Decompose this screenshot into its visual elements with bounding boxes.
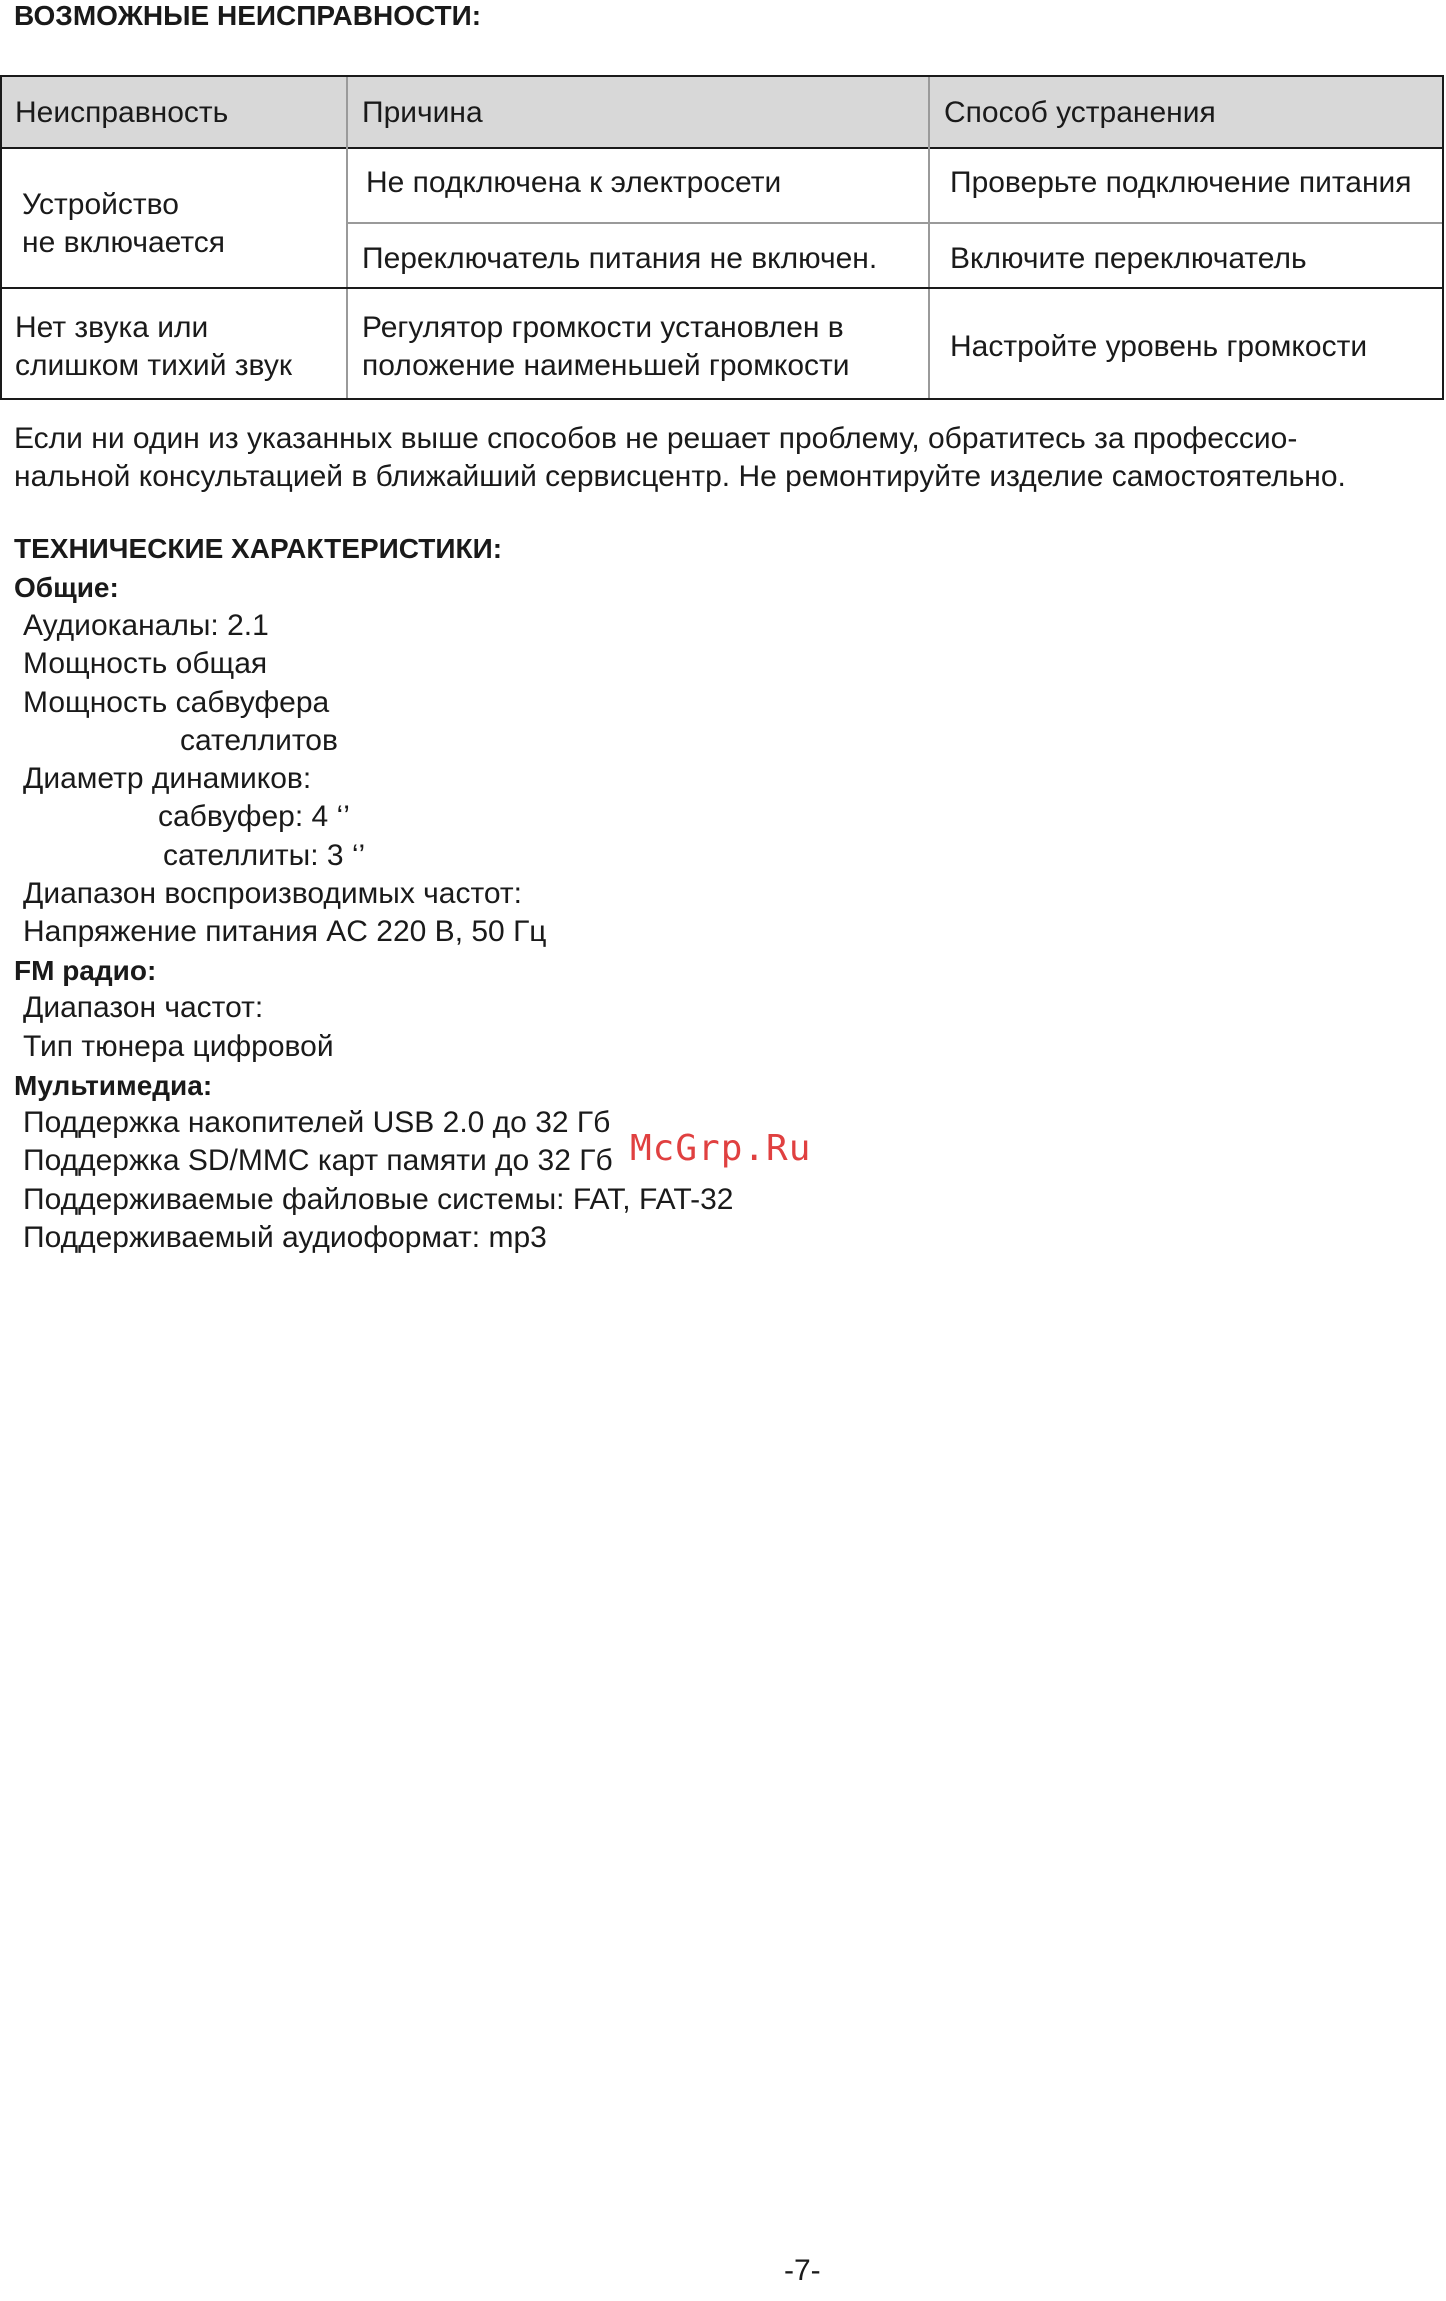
fault-1-line2: не включается <box>22 226 225 259</box>
row-divider-main <box>2 287 1442 289</box>
fault-2-line2: слишком тихий звук <box>15 349 292 382</box>
fix-1b: Включите переключатель <box>950 242 1307 275</box>
fault-1-line1: Устройство <box>22 188 179 221</box>
page-number: -7- <box>784 2254 821 2287</box>
col-divider-1 <box>346 77 348 398</box>
spec-satellite-diameter: сателлиты: 3 ‘’ <box>163 839 366 872</box>
watermark: McGrp.Ru <box>630 1128 812 1169</box>
note-line-2: нальной консультацией в ближайший сервисцентр. Не ремонтируйте изделие самостоятельно. <box>14 460 1346 493</box>
spec-sd: Поддержка SD/MMC карт памяти до 32 Гб <box>23 1144 613 1177</box>
spec-satellite-power: сателлитов <box>180 724 338 757</box>
spec-power-supply: Напряжение питания AC 220 В, 50 Гц <box>23 915 547 948</box>
note-line-1: Если ни один из указанных выше способов не решает проблему, обратитесь за профессио- <box>14 422 1298 455</box>
header-cause: Причина <box>362 96 483 129</box>
cause-2-line2: положение наименьшей громкости <box>362 349 850 382</box>
spec-filesystems: Поддерживаемые файловые системы: FAT, FAT-32 <box>23 1183 734 1216</box>
general-heading: Общие: <box>14 572 119 603</box>
spec-fm-range: Диапазон частот: <box>23 991 264 1024</box>
spec-audio-format: Поддерживаемый аудиоформат: mp3 <box>23 1221 547 1254</box>
spec-usb: Поддержка накопителей USB 2.0 до 32 Гб <box>23 1106 611 1139</box>
multimedia-heading: Мультимедиа: <box>14 1070 213 1101</box>
spec-tuner-type: Тип тюнера цифровой <box>23 1030 334 1063</box>
faults-title: ВОЗМОЖНЫЕ НЕИСПРАВНОСТИ: <box>14 0 482 31</box>
cause-2-line1: Регулятор громкости установлен в <box>362 311 844 344</box>
row-divider-sub <box>346 222 1442 224</box>
fix-2: Настройте уровень громкости <box>950 330 1368 363</box>
col-divider-2 <box>928 77 930 398</box>
fm-heading: FM радио: <box>14 955 157 986</box>
header-fix: Способ устранения <box>944 96 1216 129</box>
spec-frequency-range: Диапазон воспроизводимых частот: <box>23 877 522 910</box>
spec-audio-channels: Аудиоканалы: 2.1 <box>23 609 269 642</box>
cause-1a: Не подключена к электросети <box>366 166 782 199</box>
spec-subwoofer-diameter: сабвуфер: 4 ‘’ <box>158 800 350 833</box>
faults-table <box>0 75 1444 400</box>
spec-speaker-diameter: Диаметр динамиков: <box>23 762 312 795</box>
fix-1a: Проверьте подключение питания <box>950 166 1412 199</box>
fault-2-line1: Нет звука или <box>15 311 209 344</box>
spec-subwoofer-power: Мощность сабвуфера <box>23 686 330 719</box>
header-fault: Неисправность <box>15 96 229 129</box>
cause-1b: Переключатель питания не включен. <box>362 242 878 275</box>
specs-title: ТЕХНИЧЕСКИЕ ХАРАКТЕРИСТИКИ: <box>14 533 503 564</box>
spec-total-power: Мощность общая <box>23 647 268 680</box>
